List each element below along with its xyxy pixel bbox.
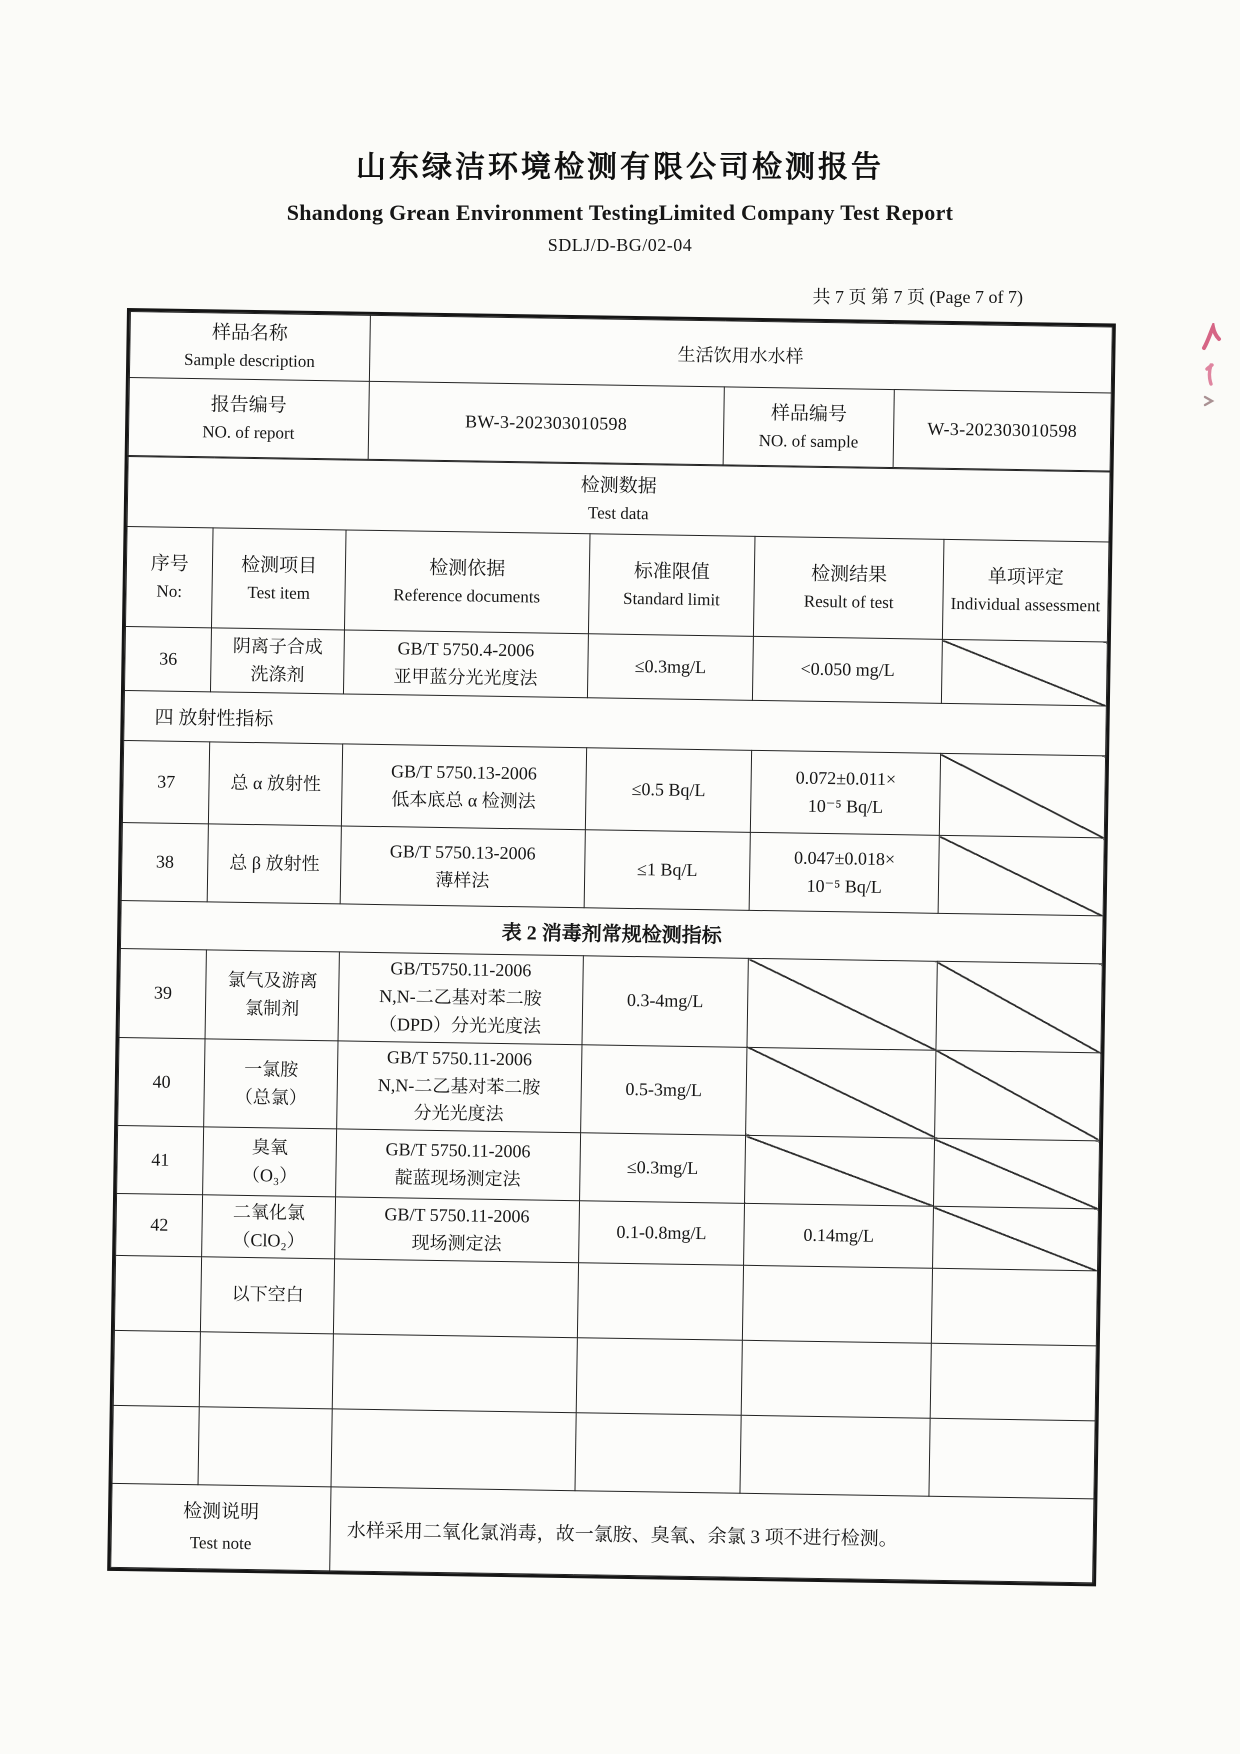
standard-limit: ≤0.5 Bq/L — [585, 748, 752, 833]
test-data-table — [110, 456, 1110, 1584]
standard-limit: ≤1 Bq/L — [584, 830, 751, 911]
pen-mark-icon — [1202, 394, 1216, 408]
individual-assessment — [933, 1139, 1099, 1210]
test-result — [747, 958, 937, 1050]
table-row — [118, 1037, 1101, 1141]
individual-assessment — [939, 753, 1105, 838]
reference-documents — [333, 1259, 578, 1338]
column-header-reference: 检测依据 Reference documents — [344, 530, 589, 634]
reference-documents — [332, 1334, 577, 1413]
sample-description-label: 样品名称 Sample description — [129, 312, 370, 382]
sample-info-table — [128, 311, 1113, 471]
individual-assessment — [938, 835, 1104, 916]
test-result: 0.072±0.011× 10⁻⁵ Bq/L — [751, 750, 941, 835]
test-item: 臭氧 （O₃） — [203, 1127, 337, 1197]
report-header — [0, 0, 1240, 309]
note-text: 水样采用二氧化氯消毒，故一氯胺、臭氧、余氯 3 项不进行检测。 — [330, 1487, 1094, 1583]
report-no-value: BW-3-202303010598 — [368, 381, 725, 465]
standard-limit: ≤0.3mg/L — [579, 1133, 746, 1204]
column-header-assessment: 单项评定 Individual assessment — [942, 539, 1109, 642]
test-result — [742, 1341, 932, 1419]
column-header-no: 序号 No: — [125, 527, 213, 628]
reference-documents: GB/T 5750.11-2006 现场测定法 — [335, 1197, 579, 1263]
row-number: 41 — [117, 1126, 204, 1195]
sample-description-value: 生活饮用水水样 — [369, 315, 1112, 393]
test-result — [740, 1416, 930, 1497]
reference-documents: GB/T 5750.13-2006 低本底总 α 检测法 — [341, 744, 586, 830]
row-number: 40 — [118, 1037, 206, 1127]
note-label: 检测说明 Test note — [111, 1484, 331, 1571]
sample-no-value: W-3-202303010598 — [893, 390, 1111, 471]
reference-documents: GB/T 5750.4-2006 亚甲蓝分光光度法 — [343, 630, 588, 698]
test-item: 氯气及游离 氯制剂 — [205, 950, 339, 1041]
standard-limit: 0.5-3mg/L — [580, 1044, 747, 1135]
row-number: 38 — [121, 822, 209, 901]
test-item — [198, 1407, 332, 1487]
individual-assessment — [932, 1207, 1098, 1272]
test-item: 一氯胺 （总氯） — [204, 1038, 338, 1129]
row-number — [112, 1406, 200, 1485]
individual-assessment — [929, 1419, 1095, 1500]
page-title: 山东绿洁环境检测有限公司检测报告 — [356, 151, 884, 184]
test-item: 以下空白 — [201, 1257, 335, 1334]
test-data-band: 检测数据 Test data — [127, 457, 1110, 542]
page-title-english: Shandong Grean Environment TestingLimited Company Test Report — [286, 200, 954, 225]
test-rows-body — [112, 627, 1107, 1500]
test-result: 0.14mg/L — [744, 1204, 933, 1269]
test-item: 总 β 放射性 — [208, 824, 342, 904]
standard-limit — [577, 1263, 744, 1341]
reference-documents: GB/T 5750.13-2006 薄样法 — [340, 826, 585, 908]
test-item: 阴离子合成 洗涤剂 — [211, 628, 345, 694]
row-number: 39 — [119, 948, 207, 1038]
column-header-standard-limit: 标准限值 Standard limit — [588, 534, 756, 637]
individual-assessment — [935, 1050, 1101, 1141]
reference-documents: GB/T 5750.11-2006 N,N-二乙基对苯二胺 分光光度法 — [337, 1041, 582, 1133]
individual-assessment — [931, 1269, 1097, 1347]
report-no-label: 报告编号 NO. of report — [128, 378, 369, 460]
page-number: 共 7 页 第 7 页 (Page 7 of 7) — [812, 287, 1023, 307]
individual-assessment — [936, 961, 1102, 1052]
table-row — [122, 741, 1105, 838]
individual-assessment — [941, 639, 1107, 706]
table-row — [119, 948, 1102, 1052]
pen-mark-icon — [1200, 323, 1222, 351]
test-item: 二氧化氯 （ClO₂） — [202, 1195, 336, 1259]
pen-mark-icon — [1204, 362, 1220, 388]
row-number: 37 — [122, 741, 210, 824]
row-number — [114, 1256, 202, 1332]
test-result: <0.050 mg/L — [753, 636, 943, 703]
sample-no-label: 样品编号 NO. of sample — [723, 387, 894, 468]
test-result — [743, 1266, 933, 1344]
reference-documents: GB/T 5750.11-2006 靛蓝现场测定法 — [336, 1129, 581, 1201]
reference-documents: GB/T5750.11-2006 N,N-二乙基对苯二胺 （DPD）分光光度法 — [338, 952, 583, 1044]
section-header: 表 2 消毒剂常规检测指标 — [120, 900, 1103, 963]
section-header: 四 放射性指标 — [124, 691, 1107, 756]
standard-limit: ≤0.3mg/L — [587, 634, 754, 701]
test-report-table — [107, 308, 1116, 1587]
reference-documents — [331, 1409, 576, 1491]
test-item: 总 α 放射性 — [209, 742, 343, 826]
test-result — [745, 1136, 935, 1207]
document-code: SDLJ/D-BG/02-04 — [547, 235, 693, 255]
standard-limit — [574, 1413, 741, 1494]
test-result — [746, 1047, 936, 1139]
standard-limit — [576, 1338, 743, 1416]
row-number: 42 — [116, 1194, 203, 1257]
test-result: 0.047±0.018× 10⁻⁵ Bq/L — [750, 832, 940, 913]
row-number: 36 — [124, 627, 211, 692]
individual-assessment — [930, 1344, 1096, 1422]
column-header-test-item: 检测项目 Test item — [212, 528, 346, 630]
standard-limit: 0.1-0.8mg/L — [578, 1201, 745, 1266]
test-item — [200, 1332, 334, 1409]
row-number — [113, 1331, 201, 1407]
column-header-result: 检测结果 Result of test — [754, 536, 944, 639]
standard-limit: 0.3-4mg/L — [581, 956, 748, 1047]
